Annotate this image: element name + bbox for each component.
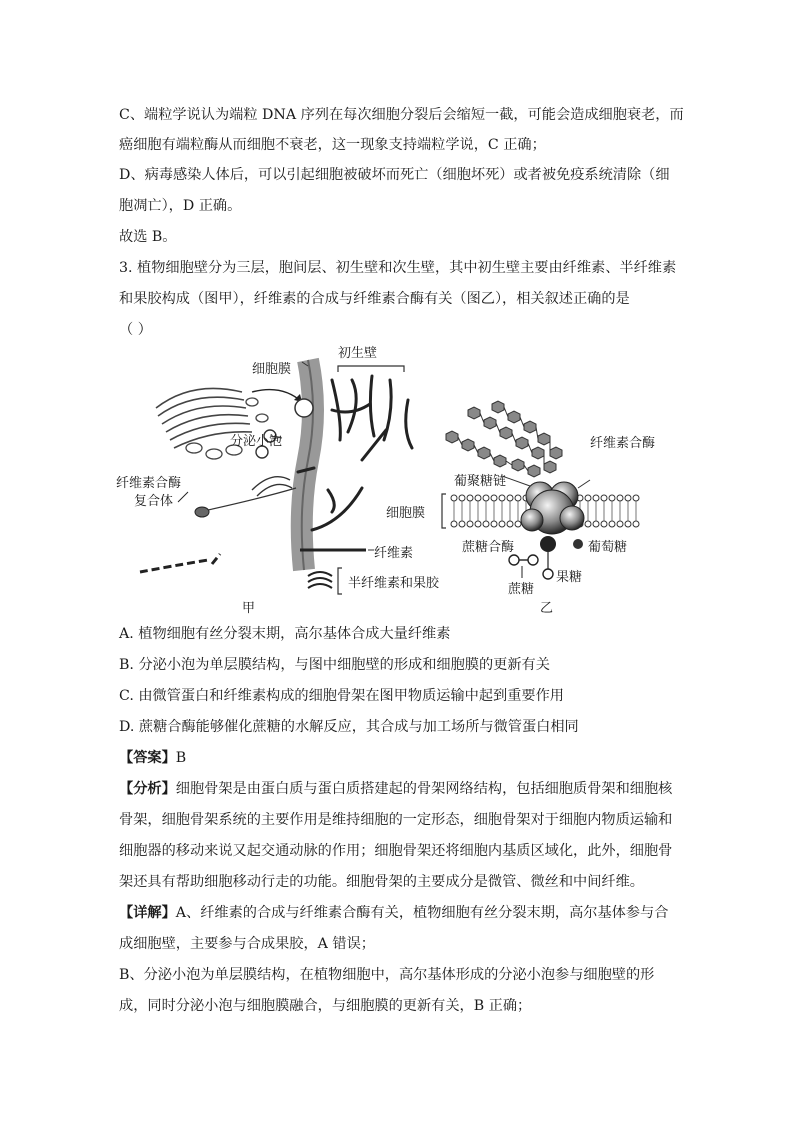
- option-a: A. 植物细胞有丝分裂末期，高尔基体合成大量纤维素: [119, 626, 451, 642]
- answer-tag: 【答案】: [119, 750, 176, 766]
- choose-answer: 故选 B。: [119, 229, 177, 245]
- analysis-line-2: 骨架，细胞骨架系统的主要作用是维持细胞的一定形态，细胞骨架对于细胞内物质运输和: [119, 812, 673, 828]
- legend-hemicellulose-symbol: [308, 572, 332, 588]
- primary-wall-bracket: [338, 366, 404, 372]
- question-3-line-1: 3. 植物细胞壁分为三层，胞间层、初生壁和次生壁，其中初生壁主要由纤维素、半纤维素: [119, 260, 677, 276]
- fusing-vesicle: [295, 399, 313, 417]
- detail-a-line-2: 成细胞壁，主要参与合成果胶，A 错误；: [119, 936, 375, 952]
- d-explanation-line-1: D、病毒感染人体后，可以引起细胞被破坏而死亡（细胞坏死）或者被免疫系统清除（细: [119, 167, 670, 183]
- c-explanation-line-1: C、端粒学说认为端粒 DNA 序列在每次细胞分裂后会缩短一截，可能会造成细胞衰老，而: [119, 107, 684, 123]
- analysis-line-1: [119, 779, 672, 799]
- detail-b-line-1: B、分泌小泡为单层膜结构，在植物细胞中，高尔基体形成的分泌小泡参与细胞壁的形: [119, 967, 655, 983]
- legend-bracket: [338, 568, 342, 594]
- label-fructose: 果糖: [556, 570, 583, 585]
- detail-b-line-2: 成，同时分泌小泡与细胞膜融合，与细胞膜的更新有关，B 正确；: [119, 998, 532, 1014]
- d-explanation-line-2: 胞凋亡），D 正确。: [119, 198, 242, 214]
- label-cell-membrane: 细胞膜: [252, 362, 292, 377]
- option-b: B. 分泌小泡为单层膜结构，与图中细胞壁的形成和细胞膜的更新有关: [119, 657, 550, 673]
- caption-jia: 甲: [242, 601, 256, 616]
- label-synthase-complex-1: 纤维素合酶: [116, 476, 182, 491]
- detail-tag: 【详解】: [119, 905, 176, 921]
- c-explanation-line-2: 癌细胞有端粒酶从而细胞不衰老，这一现象支持端粒学说，C 正确；: [119, 137, 546, 153]
- primary-wall-fibers: [332, 376, 412, 460]
- arrow-golgi-to-membrane: [252, 390, 302, 402]
- label-cell-membrane-yi: 细胞膜: [386, 506, 426, 521]
- cellulose-strands: [140, 554, 220, 572]
- answer-line: [119, 748, 186, 768]
- label-hemicellulose-pectin: 半纤维素和果胶: [348, 576, 440, 591]
- leader-synthase: [578, 480, 590, 488]
- option-d: D. 蔗糖合酶能够催化蔗糖的水解反应，其合成与加工场所与微管蛋白相同: [119, 719, 579, 735]
- figure-jia: [112, 340, 442, 615]
- detail-a-text-1: A、纤维素的合成与纤维素合酶有关，植物细胞有丝分裂末期，高尔基体参与合: [175, 905, 669, 921]
- question-3-line-2: 和果胶构成（图甲），纤维素的合成与纤维素合酶有关（图乙），相关叙述正确的是: [119, 291, 630, 307]
- label-glucose: 葡萄糖: [588, 540, 628, 555]
- analysis-tag: 【分析】: [119, 781, 176, 797]
- question-3-paren: （ ）: [119, 322, 152, 338]
- leader-glucan: [502, 476, 530, 486]
- label-synthase-complex-2: 复合体: [134, 494, 174, 509]
- answer-value: B: [175, 750, 187, 766]
- label-sucrose-synthase: 蔗糖合酶: [462, 540, 515, 555]
- membrane-bracket: [442, 494, 446, 528]
- detail-line-1: [119, 903, 668, 923]
- caption-yi: 乙: [540, 601, 554, 616]
- analysis-line-4: 架还具有帮助细胞移动行走的功能。细胞骨架的主要成分是微管、微丝和中间纤维。: [119, 874, 644, 890]
- synthase-complex: [178, 488, 296, 517]
- sucrose-molecule: [509, 555, 538, 565]
- label-primary-wall: 初生壁: [338, 346, 378, 361]
- label-cellulose-synthase: 纤维素合酶: [590, 436, 656, 451]
- analysis-line-3: 细胞器的移动来说又起交通动脉的作用；细胞骨架还将细胞内基质区域化，此外，细胞骨: [119, 843, 673, 859]
- sucrose-synthase-dot: [540, 536, 556, 552]
- option-c: C. 由微管蛋白和纤维素构成的细胞骨架在图甲物质运输中起到重要作用: [119, 688, 564, 704]
- label-sucrose: 蔗糖: [508, 582, 535, 597]
- fructose-molecule: [543, 569, 553, 579]
- analysis-text-1: 细胞骨架是由蛋白质与蛋白质搭建起的骨架网络结构，包括细胞质骨架和细胞核: [175, 781, 673, 797]
- label-secretory-vesicle: 分泌小泡: [230, 434, 283, 449]
- cellulose-synthase-enzyme: [521, 482, 584, 534]
- label-glucan-chain: 葡聚糖链: [454, 474, 507, 489]
- glucose-dot: [573, 539, 583, 549]
- glucan-chains: [446, 401, 562, 477]
- label-cellulose: 纤维素: [374, 546, 414, 561]
